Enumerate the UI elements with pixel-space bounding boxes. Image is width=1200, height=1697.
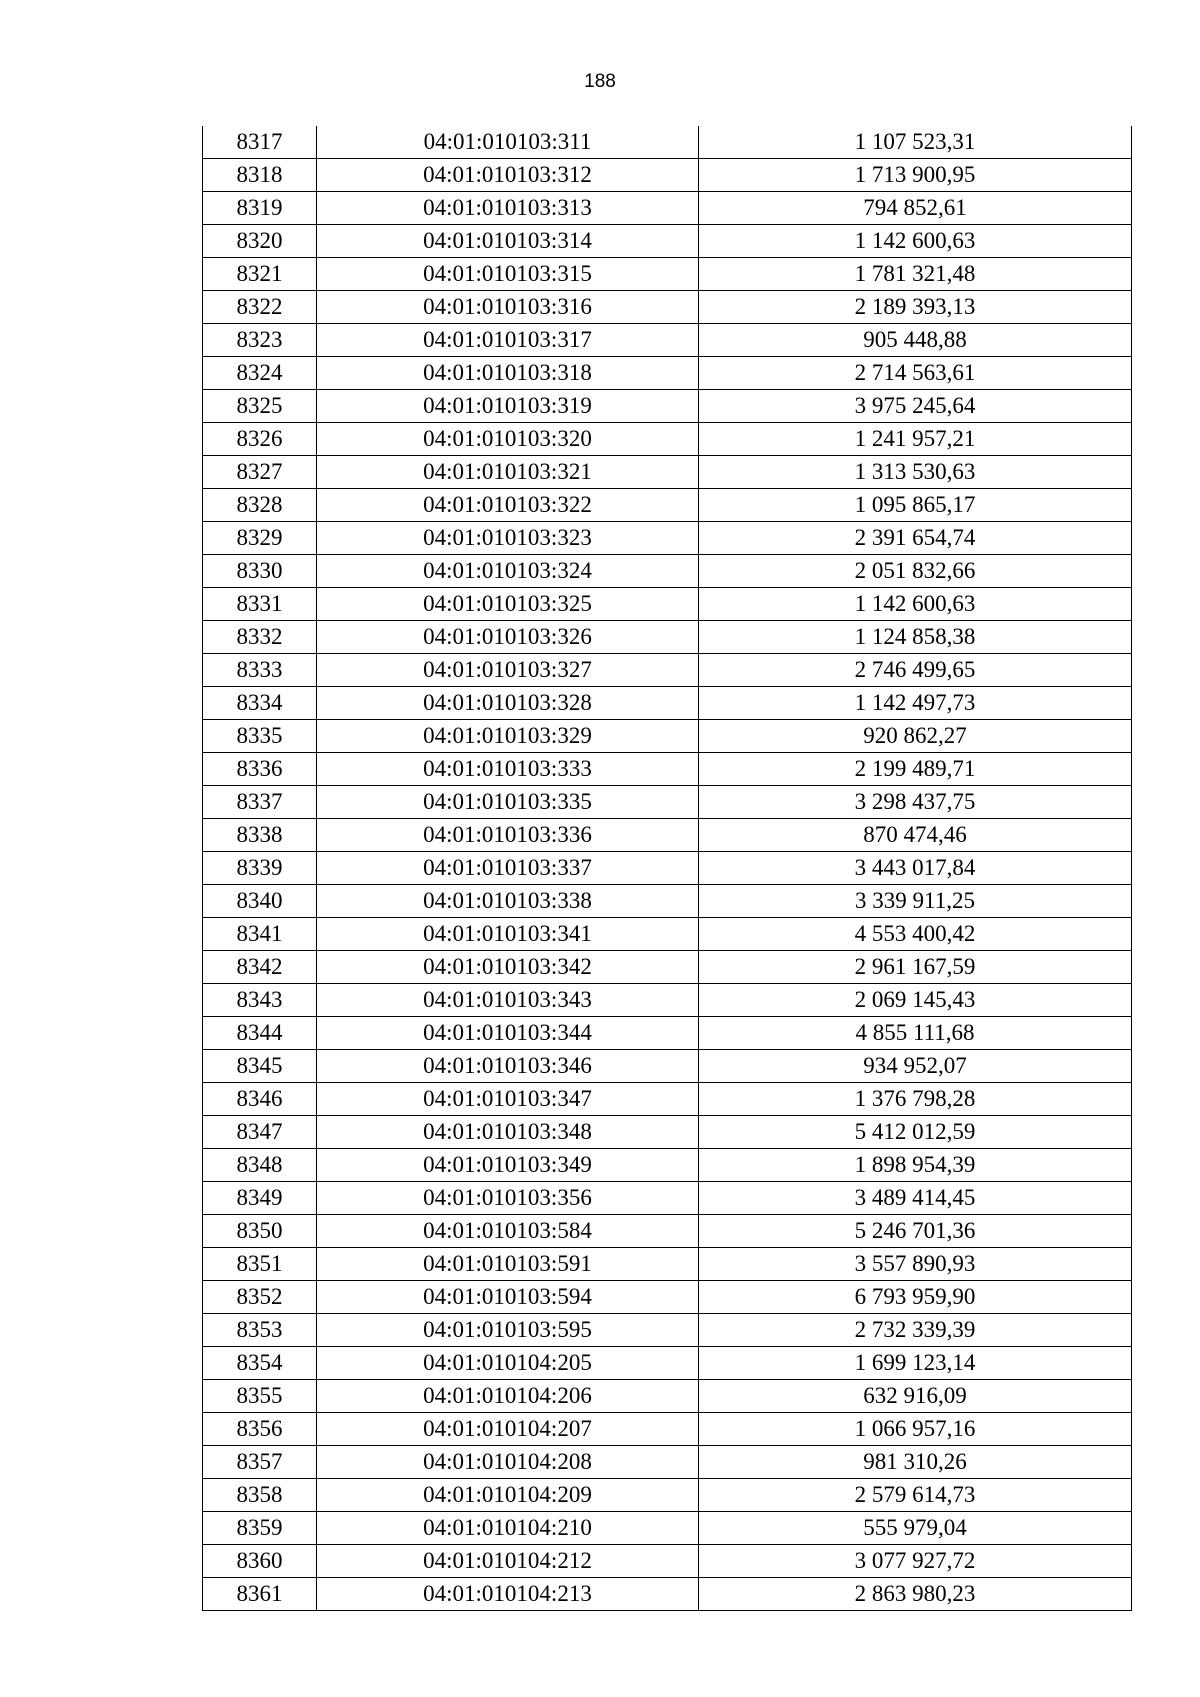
table-row <box>203 489 1132 522</box>
cadastral-value-cell: 920 862,27 <box>699 720 1132 753</box>
table-row <box>203 819 1132 852</box>
cadastral-number-cell: 04:01:010104:209 <box>317 1479 699 1512</box>
table-row <box>203 720 1132 753</box>
table-row <box>203 1314 1132 1347</box>
table-row <box>203 1215 1132 1248</box>
cadastral-value-cell: 4 553 400,42 <box>699 918 1132 951</box>
table-row <box>203 621 1132 654</box>
cadastral-value-cell: 4 855 111,68 <box>699 1017 1132 1050</box>
table-row <box>203 1446 1132 1479</box>
table-row <box>203 786 1132 819</box>
row-number-cell: 8318 <box>203 159 317 192</box>
cadastral-number-cell: 04:01:010103:318 <box>317 357 699 390</box>
table-row <box>203 654 1132 687</box>
row-number-cell: 8359 <box>203 1512 317 1545</box>
cadastral-number-cell: 04:01:010104:207 <box>317 1413 699 1446</box>
table-row <box>203 1083 1132 1116</box>
table-row <box>203 1380 1132 1413</box>
cadastral-value-cell: 632 916,09 <box>699 1380 1132 1413</box>
row-number-cell: 8332 <box>203 621 317 654</box>
row-number-cell: 8321 <box>203 258 317 291</box>
cadastral-number-cell: 04:01:010103:326 <box>317 621 699 654</box>
cadastral-number-cell: 04:01:010103:315 <box>317 258 699 291</box>
cadastral-value-cell: 2 189 393,13 <box>699 291 1132 324</box>
cadastral-value-cell: 1 124 858,38 <box>699 621 1132 654</box>
cadastral-number-cell: 04:01:010103:333 <box>317 753 699 786</box>
cadastral-number-cell: 04:01:010104:212 <box>317 1545 699 1578</box>
cadastral-number-cell: 04:01:010103:343 <box>317 984 699 1017</box>
cadastral-number-cell: 04:01:010103:325 <box>317 588 699 621</box>
cadastral-value-cell: 2 199 489,71 <box>699 753 1132 786</box>
cadastral-value-cell: 1 313 530,63 <box>699 456 1132 489</box>
cadastral-number-cell: 04:01:010103:323 <box>317 522 699 555</box>
row-number-cell: 8342 <box>203 951 317 984</box>
cadastral-value-cell: 3 077 927,72 <box>699 1545 1132 1578</box>
table-row <box>203 1281 1132 1314</box>
row-number-cell: 8360 <box>203 1545 317 1578</box>
cadastral-number-cell: 04:01:010103:336 <box>317 819 699 852</box>
row-number-cell: 8341 <box>203 918 317 951</box>
table-row <box>203 1512 1132 1545</box>
row-number-cell: 8350 <box>203 1215 317 1248</box>
cadastral-value-cell: 794 852,61 <box>699 192 1132 225</box>
cadastral-value-cell: 3 975 245,64 <box>699 390 1132 423</box>
cadastral-value-cell: 2 391 654,74 <box>699 522 1132 555</box>
table-row <box>203 1149 1132 1182</box>
cadastral-number-cell: 04:01:010103:327 <box>317 654 699 687</box>
row-number-cell: 8340 <box>203 885 317 918</box>
row-number-cell: 8338 <box>203 819 317 852</box>
cadastral-value-cell: 2 069 145,43 <box>699 984 1132 1017</box>
row-number-cell: 8327 <box>203 456 317 489</box>
cadastral-number-cell: 04:01:010103:337 <box>317 852 699 885</box>
cadastral-value-cell: 2 051 832,66 <box>699 555 1132 588</box>
cadastral-value-cell: 1 142 600,63 <box>699 225 1132 258</box>
cadastral-number-cell: 04:01:010103:348 <box>317 1116 699 1149</box>
cadastral-value-cell: 2 746 499,65 <box>699 654 1132 687</box>
table-row <box>203 291 1132 324</box>
cadastral-number-cell: 04:01:010103:319 <box>317 390 699 423</box>
cadastral-value-cell: 555 979,04 <box>699 1512 1132 1545</box>
cadastral-value-cell: 5 412 012,59 <box>699 1116 1132 1149</box>
cadastral-value-cell: 2 863 980,23 <box>699 1578 1132 1611</box>
row-number-cell: 8346 <box>203 1083 317 1116</box>
row-number-cell: 8339 <box>203 852 317 885</box>
row-number-cell: 8352 <box>203 1281 317 1314</box>
cadastral-number-cell: 04:01:010103:320 <box>317 423 699 456</box>
cadastral-number-cell: 04:01:010103:341 <box>317 918 699 951</box>
cadastral-value-cell: 5 246 701,36 <box>699 1215 1132 1248</box>
table-row <box>203 1017 1132 1050</box>
row-number-cell: 8343 <box>203 984 317 1017</box>
table-row <box>203 159 1132 192</box>
table-row <box>203 1545 1132 1578</box>
page-number: 188 <box>584 71 616 92</box>
table-row <box>203 753 1132 786</box>
cadastral-value-cell: 1 142 497,73 <box>699 687 1132 720</box>
cadastral-value-cell: 2 732 339,39 <box>699 1314 1132 1347</box>
row-number-cell: 8357 <box>203 1446 317 1479</box>
cadastral-number-cell: 04:01:010104:205 <box>317 1347 699 1380</box>
row-number-cell: 8344 <box>203 1017 317 1050</box>
row-number-cell: 8336 <box>203 753 317 786</box>
cadastral-value-cell: 6 793 959,90 <box>699 1281 1132 1314</box>
table-row <box>203 522 1132 555</box>
row-number-cell: 8361 <box>203 1578 317 1611</box>
cadastral-value-cell: 2 714 563,61 <box>699 357 1132 390</box>
cadastral-value-cell: 3 557 890,93 <box>699 1248 1132 1281</box>
table-row <box>203 1479 1132 1512</box>
table-row <box>203 918 1132 951</box>
table-row <box>203 1248 1132 1281</box>
cadastral-number-cell: 04:01:010103:346 <box>317 1050 699 1083</box>
cadastral-number-cell: 04:01:010103:314 <box>317 225 699 258</box>
cadastral-number-cell: 04:01:010103:328 <box>317 687 699 720</box>
cadastral-value-cell: 3 339 911,25 <box>699 885 1132 918</box>
cadastral-number-cell: 04:01:010103:594 <box>317 1281 699 1314</box>
table-row <box>203 258 1132 291</box>
row-number-cell: 8355 <box>203 1380 317 1413</box>
cadastral-number-cell: 04:01:010103:591 <box>317 1248 699 1281</box>
table-row <box>203 951 1132 984</box>
cadastral-value-cell: 2 579 614,73 <box>699 1479 1132 1512</box>
row-number-cell: 8330 <box>203 555 317 588</box>
table-row <box>203 1182 1132 1215</box>
cadastral-value-cell: 1 142 600,63 <box>699 588 1132 621</box>
cadastral-value-cell: 1 781 321,48 <box>699 258 1132 291</box>
table-row <box>203 324 1132 357</box>
cadastral-value-cell: 1 376 798,28 <box>699 1083 1132 1116</box>
table-row <box>203 456 1132 489</box>
table-row <box>203 1050 1132 1083</box>
cadastral-number-cell: 04:01:010103:595 <box>317 1314 699 1347</box>
table-row <box>203 588 1132 621</box>
cadastral-number-cell: 04:01:010103:313 <box>317 192 699 225</box>
row-number-cell: 8353 <box>203 1314 317 1347</box>
row-number-cell: 8348 <box>203 1149 317 1182</box>
table-row <box>203 1578 1132 1611</box>
cadastral-value-cell: 3 298 437,75 <box>699 786 1132 819</box>
table-row <box>203 852 1132 885</box>
cadastral-value-cell: 1 095 865,17 <box>699 489 1132 522</box>
cadastral-value-cell: 1 699 123,14 <box>699 1347 1132 1380</box>
cadastral-number-cell: 04:01:010103:342 <box>317 951 699 984</box>
row-number-cell: 8329 <box>203 522 317 555</box>
cadastral-number-cell: 04:01:010104:208 <box>317 1446 699 1479</box>
table-row <box>203 225 1132 258</box>
cadastral-value-cell: 1 107 523,31 <box>699 126 1132 159</box>
row-number-cell: 8356 <box>203 1413 317 1446</box>
cadastral-number-cell: 04:01:010103:321 <box>317 456 699 489</box>
cadastral-number-cell: 04:01:010103:349 <box>317 1149 699 1182</box>
cadastral-value-cell: 905 448,88 <box>699 324 1132 357</box>
cadastral-number-cell: 04:01:010103:356 <box>317 1182 699 1215</box>
cadastral-number-cell: 04:01:010103:344 <box>317 1017 699 1050</box>
table-row <box>203 192 1132 225</box>
cadastral-value-cell: 1 241 957,21 <box>699 423 1132 456</box>
table-row <box>203 555 1132 588</box>
cadastral-value-cell: 934 952,07 <box>699 1050 1132 1083</box>
row-number-cell: 8333 <box>203 654 317 687</box>
cadastral-value-cell: 1 898 954,39 <box>699 1149 1132 1182</box>
row-number-cell: 8320 <box>203 225 317 258</box>
row-number-cell: 8331 <box>203 588 317 621</box>
table-row <box>203 1116 1132 1149</box>
table-row <box>203 984 1132 1017</box>
cadastral-value-cell: 2 961 167,59 <box>699 951 1132 984</box>
cadastral-number-cell: 04:01:010104:210 <box>317 1512 699 1545</box>
cadastral-value-cell: 870 474,46 <box>699 819 1132 852</box>
row-number-cell: 8354 <box>203 1347 317 1380</box>
row-number-cell: 8345 <box>203 1050 317 1083</box>
row-number-cell: 8324 <box>203 357 317 390</box>
cadastral-number-cell: 04:01:010103:316 <box>317 291 699 324</box>
cadastral-value-cell: 981 310,26 <box>699 1446 1132 1479</box>
cadastral-value-cell: 1 713 900,95 <box>699 159 1132 192</box>
cadastral-value-cell: 3 489 414,45 <box>699 1182 1132 1215</box>
cadastral-value-cell: 1 066 957,16 <box>699 1413 1132 1446</box>
row-number-cell: 8319 <box>203 192 317 225</box>
table-row <box>203 885 1132 918</box>
table-row <box>203 1413 1132 1446</box>
table-row <box>203 687 1132 720</box>
row-number-cell: 8358 <box>203 1479 317 1512</box>
cadastral-number-cell: 04:01:010103:584 <box>317 1215 699 1248</box>
cadastral-value-table <box>202 126 1132 1611</box>
row-number-cell: 8349 <box>203 1182 317 1215</box>
row-number-cell: 8334 <box>203 687 317 720</box>
table-body <box>203 126 1132 1611</box>
row-number-cell: 8347 <box>203 1116 317 1149</box>
row-number-cell: 8337 <box>203 786 317 819</box>
row-number-cell: 8317 <box>203 126 317 159</box>
cadastral-number-cell: 04:01:010103:329 <box>317 720 699 753</box>
cadastral-number-cell: 04:01:010103:312 <box>317 159 699 192</box>
cadastral-number-cell: 04:01:010103:322 <box>317 489 699 522</box>
cadastral-number-cell: 04:01:010103:324 <box>317 555 699 588</box>
cadastral-number-cell: 04:01:010103:311 <box>317 126 699 159</box>
cadastral-number-cell: 04:01:010104:213 <box>317 1578 699 1611</box>
row-number-cell: 8322 <box>203 291 317 324</box>
row-number-cell: 8326 <box>203 423 317 456</box>
row-number-cell: 8323 <box>203 324 317 357</box>
row-number-cell: 8328 <box>203 489 317 522</box>
cadastral-number-cell: 04:01:010103:317 <box>317 324 699 357</box>
row-number-cell: 8351 <box>203 1248 317 1281</box>
table-row <box>203 357 1132 390</box>
row-number-cell: 8335 <box>203 720 317 753</box>
table-row <box>203 390 1132 423</box>
cadastral-number-cell: 04:01:010103:338 <box>317 885 699 918</box>
cadastral-number-cell: 04:01:010103:347 <box>317 1083 699 1116</box>
table-row <box>203 423 1132 456</box>
table-row <box>203 126 1132 159</box>
cadastral-number-cell: 04:01:010104:206 <box>317 1380 699 1413</box>
table-row <box>203 1347 1132 1380</box>
row-number-cell: 8325 <box>203 390 317 423</box>
cadastral-value-cell: 3 443 017,84 <box>699 852 1132 885</box>
cadastral-number-cell: 04:01:010103:335 <box>317 786 699 819</box>
